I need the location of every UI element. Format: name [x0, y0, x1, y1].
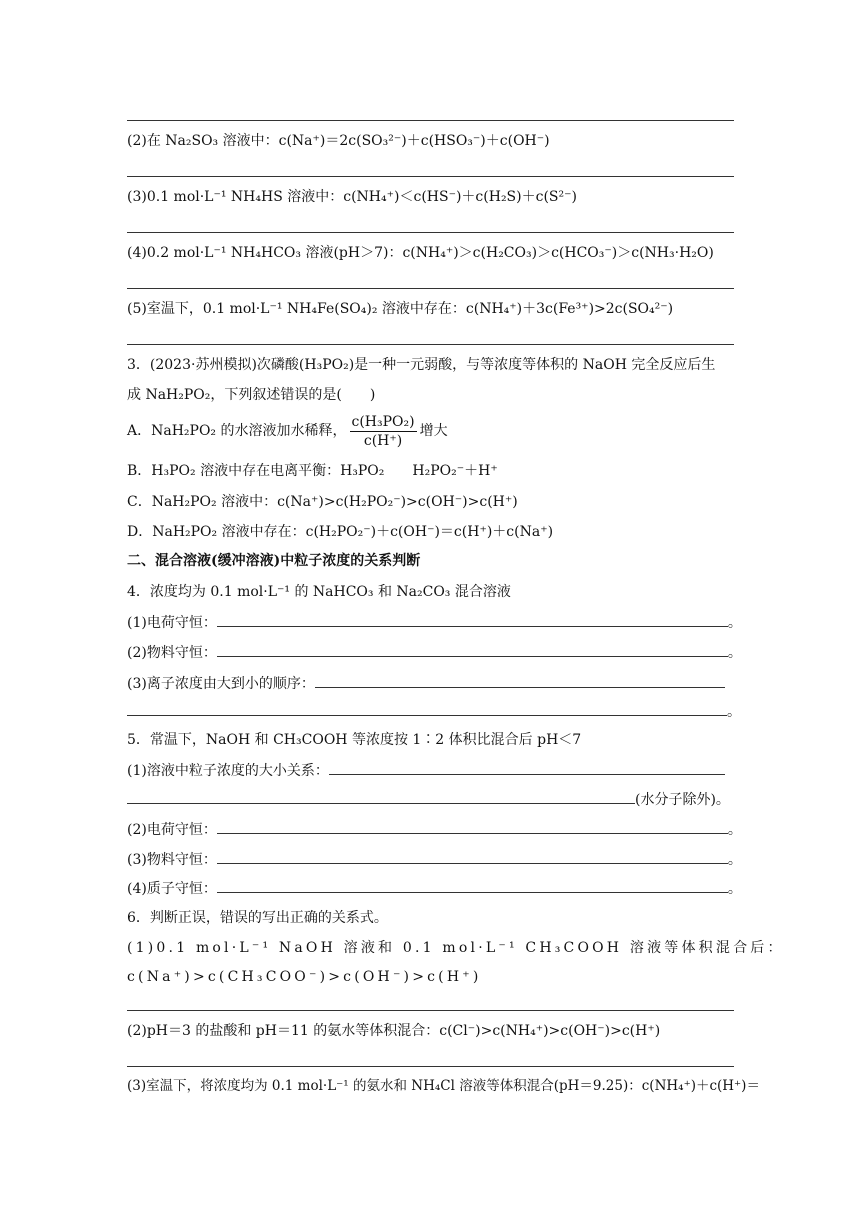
answer-line [127, 1066, 734, 1067]
q4-item-1 [127, 612, 742, 633]
q4-item-3-cont [127, 701, 741, 722]
q6-item-1-line2: c(Na⁺)>c(CH₃COO⁻)>c(OH⁻)>c(H⁺) [127, 969, 482, 985]
answer-blank[interactable] [329, 760, 725, 775]
q6-item-2: (2)pH＝3 的盐酸和 pH＝11 的氨水等体积混合：c(Cl⁻)>c(NH₄⁺)>c(OH⁻)>c(H⁺) [127, 1023, 661, 1039]
answer-blank[interactable] [127, 701, 727, 716]
period: 。 [727, 615, 742, 631]
answer-blank[interactable] [217, 878, 728, 893]
q5-stem: 5．常温下，NaOH 和 CH₃COOH 等浓度按 1∶2 体积比混合后 pH＜7 [127, 732, 582, 748]
section-2-title: 二、混合溶液(缓冲溶液)中粒子浓度的关系判断 [127, 553, 421, 569]
concentration-fraction [350, 413, 417, 450]
q6-item-1-line1: (1)0.1 mol·L⁻¹ NaOH 溶液和 0.1 mol·L⁻¹ CH₃COOH 溶液等体积混合后： [127, 940, 785, 956]
q2-item-3: (3)0.1 mol·L⁻¹ NH₄HS 溶液中：c(NH₄⁺)＜c(HS⁻)＋c(H₂S)＋c(S²⁻) [127, 189, 577, 205]
answer-blank[interactable] [315, 673, 725, 688]
answer-line [127, 344, 734, 345]
answer-line [127, 1010, 734, 1011]
period: 。 [727, 704, 741, 720]
answer-blank[interactable] [127, 789, 635, 804]
answer-blank[interactable] [217, 819, 728, 834]
q4-item-2-label: (2)物料守恒： [127, 645, 217, 661]
q4-stem: 4．浓度均为 0.1 mol·L⁻¹ 的 NaHCO₃ 和 Na₂CO₃ 混合溶液 [127, 584, 511, 600]
period: 。 [727, 645, 742, 661]
q6-item-3: (3)室温下，将浓度均为 0.1 mol·L⁻¹ 的氨水和 NH₄Cl 溶液等体积混合(pH＝9.25)：c(NH₄⁺)＋c(H⁺)＝ [127, 1078, 760, 1094]
q4-item-3 [127, 673, 725, 694]
q3-option-a [127, 412, 448, 450]
fraction-numerator: c(H₃PO₂) [351, 413, 415, 430]
q5-item-4-label: (4)质子守恒： [127, 881, 217, 897]
q5-item-3 [127, 849, 742, 870]
q2-item-4: (4)0.2 mol·L⁻¹ NH₄HCO₃ 溶液(pH＞7)：c(NH₄⁺)＞c(H₂CO₃)＞c(HCO₃⁻)＞c(NH₃·H₂O) [127, 245, 714, 261]
q4-item-3-label: (3)离子浓度由大到小的顺序： [127, 676, 315, 692]
answer-line [127, 120, 734, 121]
answer-blank[interactable] [217, 642, 728, 657]
q5-item-2-label: (2)电荷守恒： [127, 822, 217, 838]
answer-blank[interactable] [217, 612, 728, 627]
q5-item-4 [127, 878, 742, 899]
answer-line [127, 288, 734, 289]
q3-stem-line2: 成 NaH₂PO₂，下列叙述错误的是( ) [127, 387, 376, 403]
q2-item-5: (5)室温下，0.1 mol·L⁻¹ NH₄Fe(SO₄)₂ 溶液中存在：c(NH₄⁺)＋3c(Fe³⁺)>2c(SO₄²⁻) [127, 301, 674, 317]
q3-option-d: D．NaH₂PO₂ 溶液中存在：c(H₂PO₂⁻)＋c(OH⁻)＝c(H⁺)＋c(Na⁺) [127, 524, 554, 540]
q4-item-2 [127, 642, 742, 663]
q3-stem-line1: 3．(2023·苏州模拟)次磷酸(H₃PO₂)是一种一元弱酸，与等浓度等体积的 NaOH 完全反应后生 [127, 357, 716, 373]
q2-item-2: (2)在 Na₂SO₃ 溶液中：c(Na⁺)＝2c(SO₃²⁻)＋c(HSO₃⁻)＋c(OH⁻) [127, 133, 550, 149]
fraction-denominator: c(H⁺) [363, 432, 403, 449]
q5-item-2 [127, 819, 742, 840]
q5-item-1-label: (1)溶液中粒子浓度的大小关系： [127, 763, 329, 779]
q5-item-3-label: (3)物料守恒： [127, 852, 217, 868]
q3-option-a-tail: 增大 [419, 423, 448, 439]
q5-item-1-tail: (水分子除外)。 [635, 792, 730, 808]
answer-line [127, 232, 734, 233]
q5-item-1-cont [127, 789, 730, 810]
q4-item-1-label: (1)电荷守恒： [127, 615, 217, 631]
q6-stem: 6．判断正误，错误的写出正确的关系式。 [127, 910, 388, 926]
period: 。 [727, 822, 742, 838]
q3-option-b: B．H₃PO₂ 溶液中存在电离平衡：H₃PO₂ H₂PO₂⁻＋H⁺ [127, 463, 498, 479]
q3-option-a-text: A．NaH₂PO₂ 的水溶液加水稀释， [127, 423, 347, 439]
answer-line [127, 176, 734, 177]
q3-option-c: C．NaH₂PO₂ 溶液中：c(Na⁺)>c(H₂PO₂⁻)>c(OH⁻)>c(H⁺) [127, 494, 518, 510]
answer-blank[interactable] [217, 849, 728, 864]
period: 。 [727, 881, 742, 897]
period: 。 [727, 852, 742, 868]
q5-item-1 [127, 760, 725, 781]
